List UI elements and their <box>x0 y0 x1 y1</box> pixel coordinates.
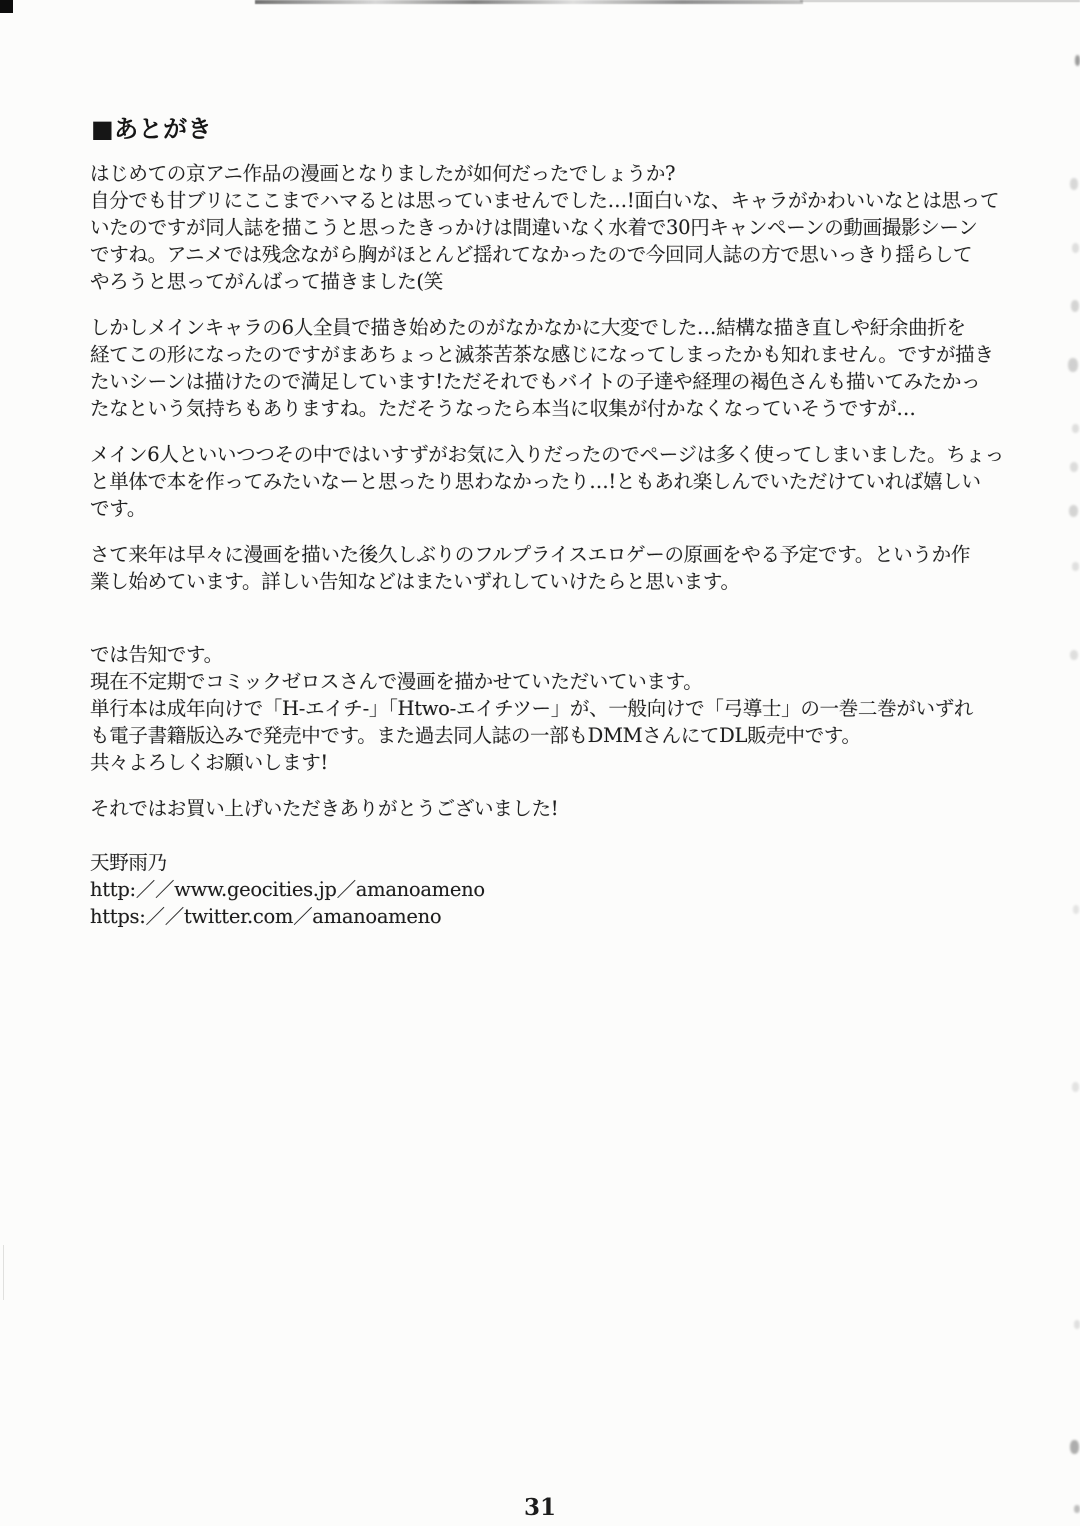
text-line: しかしメインキャラの6人全員で描き始めたのがなかなかに大変でした…結構な描き直しや紆余曲折を <box>90 316 966 339</box>
paragraph-announcements <box>90 641 973 776</box>
scan-artifact <box>0 0 13 13</box>
paragraph-characters <box>90 314 994 422</box>
scan-artifact <box>1072 424 1079 433</box>
scan-artifact <box>1072 562 1079 571</box>
scan-artifact <box>1071 300 1079 312</box>
scan-artifact <box>1070 1440 1079 1454</box>
scan-artifact <box>1075 55 1080 66</box>
text-line: いたのですが同人誌を描こうと思ったきっかけは間違いなく水着で30円キャンペーンの動画撮影シーン <box>90 216 978 239</box>
scan-artifact <box>1072 1082 1079 1092</box>
text-line: ですね。アニメでは残念ながら胸がほとんど揺れてなかったので今回同人誌の方で思いっきり揺らして <box>90 243 973 266</box>
paragraph-intro <box>90 160 999 295</box>
text-line: です。 <box>90 497 147 520</box>
text-line: も電子書籍版込みで発売中です。また過去同人誌の一部もDMMさんにてDL販売中です。 <box>90 724 861 747</box>
text-line: 経てこの形になったのですがまあちょっと滅茶苦茶な感じになってしまったかも知れません。ですが描き <box>90 343 994 366</box>
scan-artifact <box>1070 178 1078 190</box>
text-line: 自分でも甘ブリにここまでハマるとは思っていませんでした…!面白いな、キャラがかわいいなとは思って <box>90 189 1000 212</box>
scan-artifact <box>800 0 1080 2</box>
text-line: それではお買い上げいただきありがとうございました! <box>90 797 559 820</box>
paragraph-favorite <box>90 441 1004 522</box>
text-line: 共々よろしくお願いします! <box>90 751 328 774</box>
text-line: やろうと思ってがんばって描きました(笑 <box>90 270 443 293</box>
signature-block <box>90 849 485 930</box>
afterword-heading: ■あとがき <box>91 115 213 143</box>
scan-artifact <box>3 1245 4 1300</box>
text-line: メイン6人といいつつその中ではいすずがお気に入りだったのでページは多く使ってしまいました。ちょっ <box>90 443 1004 466</box>
page-number: 31 <box>523 1494 556 1521</box>
scan-artifact <box>1070 462 1078 472</box>
scan-artifact <box>1068 358 1078 372</box>
website-url: http:／／www.geocities.jp／amanoameno <box>90 878 485 901</box>
scan-artifact <box>255 0 803 4</box>
text-line: たなという気持ちもありますね。ただそうなったら本当に収集が付かなくなっていそうですが… <box>90 397 916 420</box>
text-line: 単行本は成年向けで「H-エイチ-」「Htwo-エイチツー」が、一般向けで「弓導士」の一巻二巻がいずれ <box>90 697 974 720</box>
scan-artifact <box>1069 505 1078 517</box>
paragraph-thanks <box>90 795 558 822</box>
text-line: 現在不定期でコミックゼロスさんで漫画を描かせていただいています。 <box>90 670 703 693</box>
text-line: はじめての京アニ作品の漫画となりましたが如何だったでしょうか? <box>90 162 676 185</box>
text-line: では告知です。 <box>90 643 223 666</box>
text-line: たいシーンは描けたので満足しています!ただそれでもバイトの子達や経理の褐色さんも描いてみたかっ <box>90 370 981 393</box>
text-line: と単体で本を作ってみたいなーと思ったり思わなかったり…!ともあれ楽しんでいただけていれば嬉しい <box>90 470 981 493</box>
scan-artifact <box>1074 1320 1080 1329</box>
scan-artifact <box>1072 243 1079 253</box>
twitter-url: https:／／twitter.com／amanoameno <box>90 905 442 928</box>
text-line: 業し始めています。詳しい告知などはまたいずれしていけたらと思います。 <box>90 570 740 593</box>
text-line: さて来年は早々に漫画を描いた後久しぶりのフルプライスエロゲーの原画をやる予定です。というか作 <box>90 543 971 566</box>
paragraph-next-year <box>90 541 970 595</box>
scan-artifact <box>1070 650 1078 660</box>
scan-artifact <box>1073 905 1079 914</box>
author-name: 天野雨乃 <box>90 851 167 874</box>
